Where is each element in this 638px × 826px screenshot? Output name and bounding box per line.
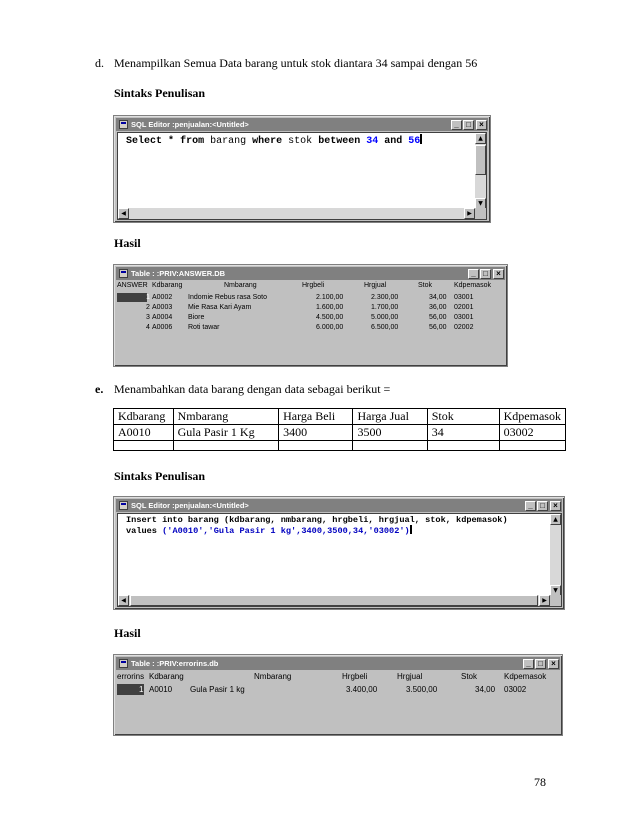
header-cell: Nmbarang <box>173 409 279 425</box>
table-app-icon <box>119 269 128 278</box>
scroll-right-icon[interactable]: ▶ <box>539 595 550 606</box>
minimize-icon[interactable]: _ <box>451 120 462 130</box>
section-e-sintaks-label: Sintaks Penulisan <box>114 469 206 483</box>
table-cell[interactable]: 02001 <box>454 304 474 311</box>
sql-token: 34 <box>366 136 379 147</box>
column-header[interactable]: ANSWER <box>117 282 148 289</box>
table-cell: 3500 <box>353 425 427 441</box>
column-header[interactable]: Kdbarang <box>149 672 184 681</box>
table-cell[interactable]: 3.500,00 <box>406 685 438 694</box>
close-icon[interactable]: × <box>548 659 559 669</box>
table-cell[interactable]: 5.000,00 <box>371 314 399 321</box>
table-window-d <box>113 264 508 367</box>
column-header[interactable]: Stok <box>418 282 433 289</box>
table-cell[interactable]: 56,00 <box>429 314 447 321</box>
table-cell[interactable]: 6.000,00 <box>316 324 344 331</box>
table-title-e: Table : :PRIV:errorins.db <box>131 659 219 668</box>
horizontal-scrollbar[interactable] <box>118 208 475 219</box>
section-d-heading: Menampilkan Semua Data barang untuk stok diantara 34 sampai dengan 56 <box>114 56 478 70</box>
row-number: 3 <box>146 314 150 321</box>
table-header-row <box>114 409 566 425</box>
answer-table-grid[interactable] <box>116 281 505 365</box>
sql-token: * <box>168 136 175 147</box>
column-header[interactable]: errorins <box>117 672 145 681</box>
table-cell[interactable]: Gula Pasir 1 kg <box>190 685 245 694</box>
scroll-left-icon[interactable]: ◀ <box>118 595 129 606</box>
close-icon[interactable]: × <box>476 120 487 130</box>
table-cell[interactable]: A0004 <box>152 314 173 321</box>
column-header[interactable]: Hrgbeli <box>342 672 368 681</box>
table-cell[interactable]: A0002 <box>152 294 173 301</box>
table-cell: 34 <box>427 425 499 441</box>
table-cell[interactable]: 03001 <box>454 294 474 301</box>
table-cell[interactable]: 56,00 <box>429 324 447 331</box>
table-cell: Gula Pasir 1 Kg <box>173 425 279 441</box>
header-cell: Harga Beli <box>279 409 353 425</box>
sql-values-keyword: values <box>126 526 157 536</box>
section-d-sintaks-label: Sintaks Penulisan <box>114 86 206 100</box>
table-cell[interactable]: A0010 <box>149 685 173 694</box>
scroll-up-icon[interactable]: ▲ <box>550 514 561 525</box>
row-number: 2 <box>146 304 150 311</box>
table-cell[interactable]: 02002 <box>454 324 474 331</box>
table-cell[interactable]: 03002 <box>504 685 527 694</box>
sql-editor-app-icon <box>119 120 128 129</box>
row-number: 4 <box>146 324 150 331</box>
table-row <box>114 425 566 441</box>
table-cell[interactable]: 34,00 <box>429 294 447 301</box>
table-app-icon <box>119 659 128 668</box>
table-cell[interactable]: 4.500,00 <box>316 314 344 321</box>
table-cell[interactable]: 2.300,00 <box>371 294 399 301</box>
table-cell[interactable]: 36,00 <box>429 304 447 311</box>
column-header[interactable]: Hrgjual <box>364 282 387 289</box>
text-caret <box>410 525 412 534</box>
table-cell <box>353 441 427 451</box>
maximize-icon[interactable]: □ <box>463 120 474 130</box>
row-number: 1 <box>146 294 150 301</box>
close-icon[interactable]: × <box>550 501 561 511</box>
column-header[interactable]: Stok <box>461 672 478 681</box>
header-cell: Kdpemasok <box>499 409 565 425</box>
minimize-icon[interactable]: _ <box>525 501 536 511</box>
current-row-marker <box>117 293 147 302</box>
vertical-scrollbar[interactable] <box>550 514 561 596</box>
sql-editor-window-e <box>113 496 565 610</box>
sql-editor-title-d: SQL Editor :penjualan:<Untitled> <box>131 120 249 129</box>
column-header[interactable]: Nmbarang <box>254 672 292 681</box>
table-row <box>114 441 566 451</box>
sql-editor-text-area-e[interactable] <box>117 513 562 607</box>
table-cell[interactable]: 03001 <box>454 314 474 321</box>
scroll-down-icon[interactable]: ▼ <box>550 585 561 596</box>
table-cell <box>173 441 279 451</box>
scroll-thumb[interactable] <box>130 595 538 606</box>
section-e-heading: Menambahkan data barang dengan data sebagai berikut = <box>114 382 391 396</box>
section-e-label: e. <box>95 382 104 396</box>
table-cell[interactable]: 1.700,00 <box>371 304 399 311</box>
sql-values-list: ('A0010','Gula Pasir 1 kg',3400,3500,34,'03002') <box>162 526 410 536</box>
scroll-up-icon[interactable]: ▲ <box>475 133 486 144</box>
column-header[interactable]: Kdbarang <box>152 282 183 289</box>
sql-token: barang <box>210 136 247 147</box>
horizontal-scrollbar[interactable] <box>118 595 550 606</box>
scroll-thumb[interactable] <box>475 145 486 175</box>
section-d-label: d. <box>95 56 104 70</box>
column-header[interactable]: Hrgjual <box>397 672 423 681</box>
sql-token: 56 <box>408 136 421 147</box>
sql-token: Select <box>126 136 163 147</box>
close-icon[interactable]: × <box>493 269 504 279</box>
table-cell[interactable]: Mie Rasa Kari Ayam <box>188 304 252 311</box>
section-e-hasil-label: Hasil <box>114 626 141 640</box>
table-window-e <box>113 654 563 736</box>
scroll-left-icon[interactable]: ◀ <box>118 208 129 219</box>
table-title-d: Table : :PRIV:ANSWER.DB <box>131 269 226 278</box>
sql-token: where <box>252 136 283 147</box>
row-number: 1 <box>139 685 144 694</box>
sql-token: between <box>318 136 361 147</box>
sql-editor-titlebar-e <box>116 499 562 512</box>
page-number: 78 <box>534 775 546 789</box>
table-cell[interactable]: Biore <box>188 314 205 321</box>
column-header[interactable]: Kdpemasok <box>454 282 491 289</box>
table-cell[interactable]: Roti tawar <box>188 324 220 331</box>
section-d-hasil-label: Hasil <box>114 236 141 250</box>
errorins-table-grid[interactable] <box>116 671 560 734</box>
header-cell: Kdbarang <box>114 409 174 425</box>
table-cell: A0010 <box>114 425 174 441</box>
sql-editor-app-icon <box>119 501 128 510</box>
column-header[interactable]: Hrgbeli <box>302 282 325 289</box>
table-cell[interactable]: Indomie Rebus rasa Soto <box>188 294 267 301</box>
table-cell: 03002 <box>499 425 565 441</box>
scroll-corner <box>475 208 486 219</box>
sql-editor-title-e: SQL Editor :penjualan:<Untitled> <box>131 501 249 510</box>
minimize-icon[interactable]: _ <box>523 659 534 669</box>
sql-token: stok <box>288 136 313 147</box>
header-cell: Stok <box>427 409 499 425</box>
input-data-table <box>113 408 566 451</box>
table-cell[interactable]: 1.600,00 <box>316 304 344 311</box>
header-cell: Harga Jual <box>353 409 427 425</box>
sql-editor-window-d <box>113 115 491 223</box>
sql-token: from <box>180 136 205 147</box>
column-header[interactable]: Nmbarang <box>224 282 257 289</box>
sql-editor-text-area-d[interactable] <box>117 132 487 220</box>
text-caret <box>420 134 422 144</box>
sql-editor-titlebar-d <box>116 118 488 131</box>
sql-insert-line-1: Insert into barang (kdbarang, nmbarang, hrgbeli, hrgjual, stok, kdpemasok) <box>126 515 508 525</box>
maximize-icon[interactable]: □ <box>535 659 546 669</box>
table-cell[interactable]: 2.100,00 <box>316 294 344 301</box>
table-titlebar-e <box>116 657 560 670</box>
sql-token: and <box>384 136 403 147</box>
vertical-scrollbar[interactable] <box>475 133 486 209</box>
scroll-right-icon[interactable]: ▶ <box>464 208 475 219</box>
sql-query-line-d <box>126 134 422 147</box>
minimize-icon[interactable]: _ <box>468 269 479 279</box>
table-cell[interactable]: A0006 <box>152 324 173 331</box>
sql-insert-line-2 <box>126 525 412 536</box>
table-cell <box>279 441 353 451</box>
maximize-icon[interactable]: □ <box>537 501 548 511</box>
table-cell[interactable]: A0003 <box>152 304 173 311</box>
column-header[interactable]: Kdpemasok <box>504 672 547 681</box>
scroll-down-icon[interactable]: ▼ <box>475 198 486 209</box>
table-cell[interactable]: 34,00 <box>475 685 496 694</box>
table-cell[interactable]: 6.500,00 <box>371 324 399 331</box>
table-titlebar-d <box>116 267 505 280</box>
table-cell[interactable]: 3.400,00 <box>346 685 378 694</box>
table-cell <box>114 441 174 451</box>
maximize-icon[interactable]: □ <box>480 269 491 279</box>
scroll-corner <box>550 595 561 606</box>
table-cell: 3400 <box>279 425 353 441</box>
table-cell <box>427 441 499 451</box>
table-cell <box>499 441 565 451</box>
